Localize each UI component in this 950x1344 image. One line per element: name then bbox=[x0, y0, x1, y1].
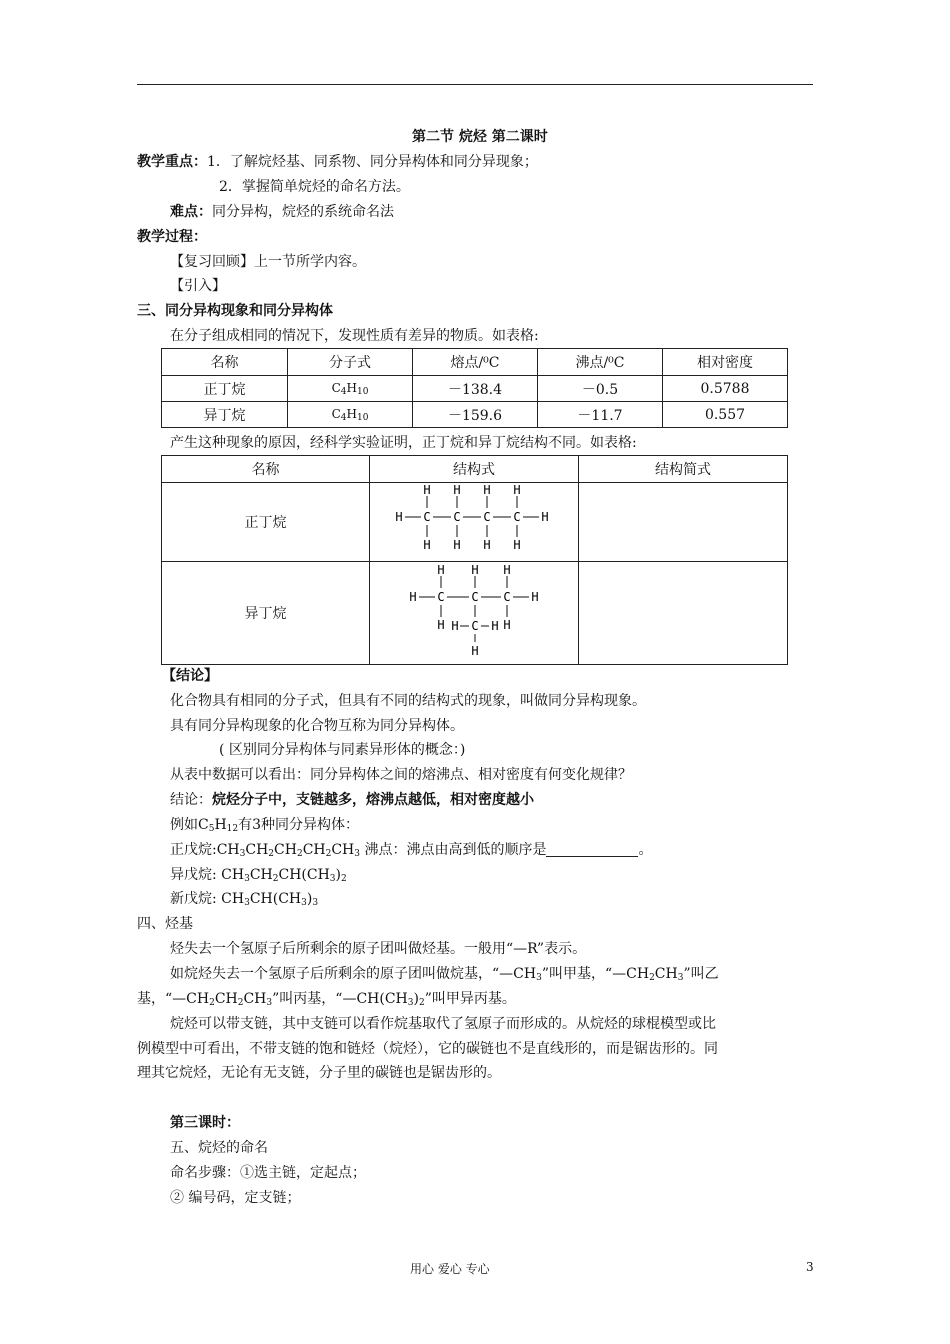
difficulty-text: 同分异构，烷烃的系统命名法 bbox=[212, 204, 394, 220]
condensed-formula-cell bbox=[578, 562, 787, 665]
conclusion-2: 具有同分异构现象的化合物互称为同分异构体。 bbox=[170, 718, 464, 734]
focus-label: 教学重点： bbox=[137, 154, 207, 170]
atom-c: C bbox=[471, 619, 479, 633]
atom-c: C bbox=[437, 590, 445, 604]
header-rule bbox=[137, 84, 813, 85]
table-header-cell: 相对密度 bbox=[663, 349, 788, 376]
compound-name: 异丁烷 bbox=[162, 562, 370, 665]
table2-intro: 产生这种现象的原因，经科学实验证明，正丁烷和异丁烷结构不同。如表格: bbox=[170, 435, 637, 451]
conclusion-3: ( 区别同分异构体与同素异形体的概念：) bbox=[219, 742, 466, 758]
heading-isomerism: 三、同分异构现象和同分异构体 bbox=[137, 303, 333, 319]
boiling-point: －0.5 bbox=[538, 376, 663, 402]
naming-step-2: ② 编号码，定支链； bbox=[170, 1190, 301, 1206]
naming-step-1: 命名步骤：①选主链，定起点； bbox=[170, 1165, 366, 1181]
atom-h: H bbox=[409, 590, 417, 604]
neopentane-line: 新戊烷: $CH_3CH(CH_3)_3$ bbox=[170, 891, 319, 908]
melting-point: －138.4 bbox=[413, 376, 538, 402]
table-header-cell: 名称 bbox=[162, 456, 370, 483]
heading-naming: 五、烷烃的命名 bbox=[170, 1140, 268, 1156]
relative-density: 0.5788 bbox=[663, 376, 788, 402]
focus-item-1: 1．了解烷烃基、同系物、同分异构体和同分异现象； bbox=[207, 154, 538, 170]
table-header-cell: 熔点/⁰C bbox=[413, 349, 538, 376]
atom-h: H bbox=[437, 618, 445, 632]
isobutane-structure bbox=[370, 562, 579, 665]
review-line: 【复习回顾】上一节所学内容。 bbox=[170, 254, 366, 270]
atom-h: H bbox=[395, 510, 403, 524]
process-label: 教学过程： bbox=[137, 229, 207, 245]
table1-intro: 在分子组成相同的情况下，发现性质有差异的物质。如表格: bbox=[170, 328, 539, 344]
melting-point: －159.6 bbox=[413, 402, 538, 428]
atom-c: C bbox=[471, 590, 479, 604]
chain-paragraph-2: 例模型中可看出，不带支链的饱和链烃（烷烃），它的碳链也不是直线形的，而是锯齿形的。同 bbox=[137, 1041, 718, 1057]
conclusion-4: 从表中数据可以看出：同分异构体之间的熔沸点、相对密度有何变化规律？ bbox=[170, 767, 632, 783]
table-header-cell: 结构式 bbox=[370, 456, 579, 483]
conclusion-1: 化合物具有相同的分子式，但具有不同的结构式的现象，叫做同分异构现象。 bbox=[170, 693, 646, 709]
atom-h: H bbox=[451, 619, 459, 633]
atom-h: H bbox=[471, 644, 479, 658]
atom-c: C bbox=[503, 590, 511, 604]
atom-h: H bbox=[513, 538, 521, 552]
relative-density: 0.557 bbox=[663, 402, 788, 428]
boiling-point: －11.7 bbox=[538, 402, 663, 428]
chain-paragraph-1: 烷烃可以带支链，其中支链可以看作烷基取代了氢原子而形成的。从烷烃的球棍模型或比 bbox=[170, 1016, 716, 1032]
table-header-cell: 名称 bbox=[162, 349, 288, 376]
isobutane-structural-formula bbox=[371, 562, 577, 660]
footer-slogan: 用心 爱心 专心 bbox=[410, 1262, 490, 1276]
atom-h: H bbox=[453, 483, 461, 497]
atom-h: H bbox=[491, 619, 499, 633]
table-header-cell: 分子式 bbox=[288, 349, 413, 376]
focus-line-1 bbox=[137, 152, 538, 172]
difficulty-label: 难点： bbox=[170, 204, 212, 220]
table-header-cell: 沸点/⁰C bbox=[538, 349, 663, 376]
conclusion-5-label: 结论： bbox=[170, 792, 212, 808]
structure-table bbox=[161, 455, 788, 665]
condensed-formula-cell bbox=[578, 483, 787, 562]
n-butane-structural-formula bbox=[371, 483, 577, 557]
atom-h: H bbox=[503, 618, 511, 632]
conclusion-5 bbox=[170, 790, 534, 810]
conclusion-label: 【结论】 bbox=[162, 668, 218, 684]
table-row bbox=[162, 402, 788, 428]
intro-line: 【引入】 bbox=[170, 278, 226, 294]
properties-table bbox=[161, 348, 788, 428]
atom-h: H bbox=[423, 483, 431, 497]
atom-c: C bbox=[453, 510, 461, 524]
pentane-example: 例如$C_5H_{12}$有3种同分异构体： bbox=[170, 817, 360, 834]
table-row bbox=[162, 562, 788, 665]
heading-alkyl: 四、烃基 bbox=[137, 916, 193, 932]
n-butane-structure bbox=[370, 483, 579, 562]
alkyl-paragraph-3: 基，“$—CH_2CH_2CH_3$”叫丙基，“$—CH(CH_3)_2$”叫甲异丙基。 bbox=[137, 991, 516, 1008]
table-header-row bbox=[162, 349, 788, 376]
compound-name: 正丁烷 bbox=[162, 483, 370, 562]
atom-h: H bbox=[483, 483, 491, 497]
atom-h: H bbox=[513, 483, 521, 497]
atom-h: H bbox=[541, 510, 549, 524]
difficulty-line bbox=[170, 202, 394, 222]
table-row bbox=[162, 483, 788, 562]
lesson3-label: 第三课时： bbox=[170, 1115, 240, 1131]
atom-h: H bbox=[503, 563, 511, 577]
chain-paragraph-3: 理其它烷烃，无论有无支链，分子里的碳链也是锯齿形的。 bbox=[137, 1065, 501, 1081]
table-row bbox=[162, 376, 788, 402]
compound-name: 正丁烷 bbox=[162, 376, 288, 402]
isopentane-line: 异戊烷: $CH_3CH_2CH(CH_3)_2$ bbox=[170, 867, 347, 884]
atom-c: C bbox=[513, 510, 521, 524]
conclusion-5-bold: 烷烃分子中，支链越多，熔沸点越低，相对密度越小 bbox=[212, 792, 534, 808]
table-header-row bbox=[162, 456, 788, 483]
answer-blank[interactable] bbox=[546, 842, 638, 857]
page-number: 3 bbox=[806, 1260, 814, 1274]
alkyl-paragraph-1: 烃失去一个氢原子后所剩余的原子团叫做烃基。一般用“—R”表示。 bbox=[170, 941, 587, 957]
atom-h: H bbox=[453, 538, 461, 552]
atom-c: C bbox=[423, 510, 431, 524]
alkyl-paragraph-2: 如烷烃失去一个氢原子后所剩余的原子团叫做烷基，“$—CH_3$”叫甲基，“$—CH_2CH_3$”叫乙 bbox=[170, 966, 719, 983]
table-header-cell: 结构简式 bbox=[578, 456, 787, 483]
compound-name: 异丁烷 bbox=[162, 402, 288, 428]
atom-h: H bbox=[471, 563, 479, 577]
n-pentane-line: 正戊烷$:CH_3CH_2CH_2CH_2CH_3$ 沸点：沸点由高到低的顺序是 。 bbox=[170, 842, 653, 859]
atom-h: H bbox=[483, 538, 491, 552]
atom-h: H bbox=[531, 590, 539, 604]
atom-c: C bbox=[483, 510, 491, 524]
molecular-formula: $C_4H_{10}$ bbox=[288, 376, 413, 402]
atom-h: H bbox=[423, 538, 431, 552]
focus-item-2: 2．掌握简单烷烃的命名方法。 bbox=[219, 179, 410, 195]
atom-h: H bbox=[437, 563, 445, 577]
molecular-formula: $C_4H_{10}$ bbox=[288, 402, 413, 428]
section-title: 第二节 烷烃 第二课时 bbox=[412, 129, 548, 145]
